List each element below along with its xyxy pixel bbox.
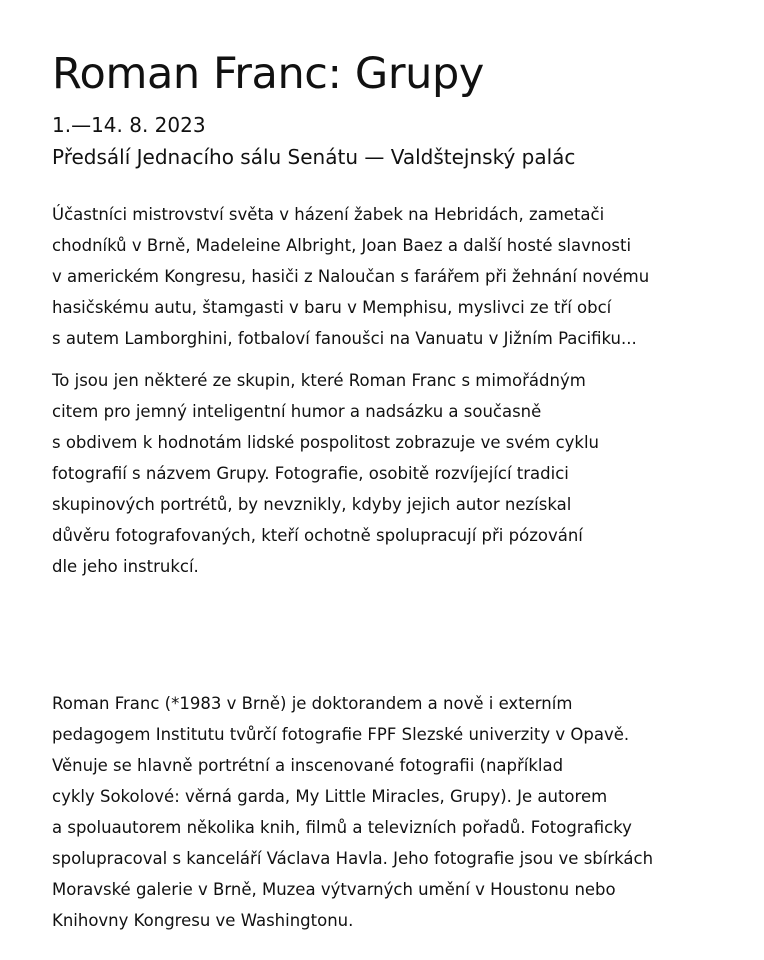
text-line: spolupracoval s kanceláří Václava Havla. Jeho fotografie jsou ve sbírkách bbox=[52, 849, 654, 868]
text-line: Účastníci mistrovství světa v házení žabek na Hebridách, zametači bbox=[52, 205, 605, 224]
text-line: Věnuje se hlavně portrétní a inscenované fotografii (například bbox=[52, 756, 564, 775]
text-line: fotografií s názvem Grupy. Fotografie, osobitě rozvíjející tradici bbox=[52, 464, 569, 483]
text-line: Knihovny Kongresu ve Washingtonu. bbox=[52, 911, 354, 930]
text-line: Moravské galerie v Brně, Muzea výtvarných umění v Houstonu nebo bbox=[52, 880, 616, 899]
paragraph-author-bio bbox=[52, 688, 732, 936]
text-line: důvěru fotografovaných, kteří ochotně spolupracují při pózování bbox=[52, 526, 583, 545]
exhibition-dates: 1.—14. 8. 2023 bbox=[52, 113, 206, 137]
paragraph-description bbox=[52, 365, 732, 582]
text-line: chodníků v Brně, Madeleine Albright, Joan Baez a další hosté slavnosti bbox=[52, 236, 632, 255]
text-line: s obdivem k hodnotám lidské pospolitost zobrazuje ve svém cyklu bbox=[52, 433, 600, 452]
text-line: pedagogem Institutu tvůrčí fotografie FPF Slezské univerzity v Opavě. bbox=[52, 725, 630, 744]
text-line: citem pro jemný inteligentní humor a nadsázku a současně bbox=[52, 402, 542, 421]
text-line: Roman Franc (*1983 v Brně) je doktorandem a nově i externím bbox=[52, 694, 573, 713]
text-line: s autem Lamborghini, fotbaloví fanoušci na Vanuatu v Jižním Pacifiku... bbox=[52, 329, 637, 348]
text-line: v americkém Kongresu, hasiči z Naloučan s farářem při žehnání novému bbox=[52, 267, 650, 286]
text-line: a spoluautorem několika knih, filmů a televizních pořadů. Fotograficky bbox=[52, 818, 632, 837]
page-title: Roman Franc: Grupy bbox=[52, 49, 484, 99]
text-line: To jsou jen některé ze skupin, které Roman Franc s mimořádným bbox=[52, 371, 586, 390]
text-line: hasičskému autu, štamgasti v baru v Memphisu, myslivci ze tří obcí bbox=[52, 298, 612, 317]
text-line: dle jeho instrukcí. bbox=[52, 557, 199, 576]
paragraph-intro bbox=[52, 199, 732, 354]
text-line: cykly Sokolové: věrná garda, My Little Miracles, Grupy). Je autorem bbox=[52, 787, 608, 806]
exhibition-venue: Předsálí Jednacího sálu Senátu — Valdštejnský palác bbox=[52, 145, 576, 169]
text-line: skupinových portrétů, by nevznikly, kdyby jejich autor nezískal bbox=[52, 495, 572, 514]
